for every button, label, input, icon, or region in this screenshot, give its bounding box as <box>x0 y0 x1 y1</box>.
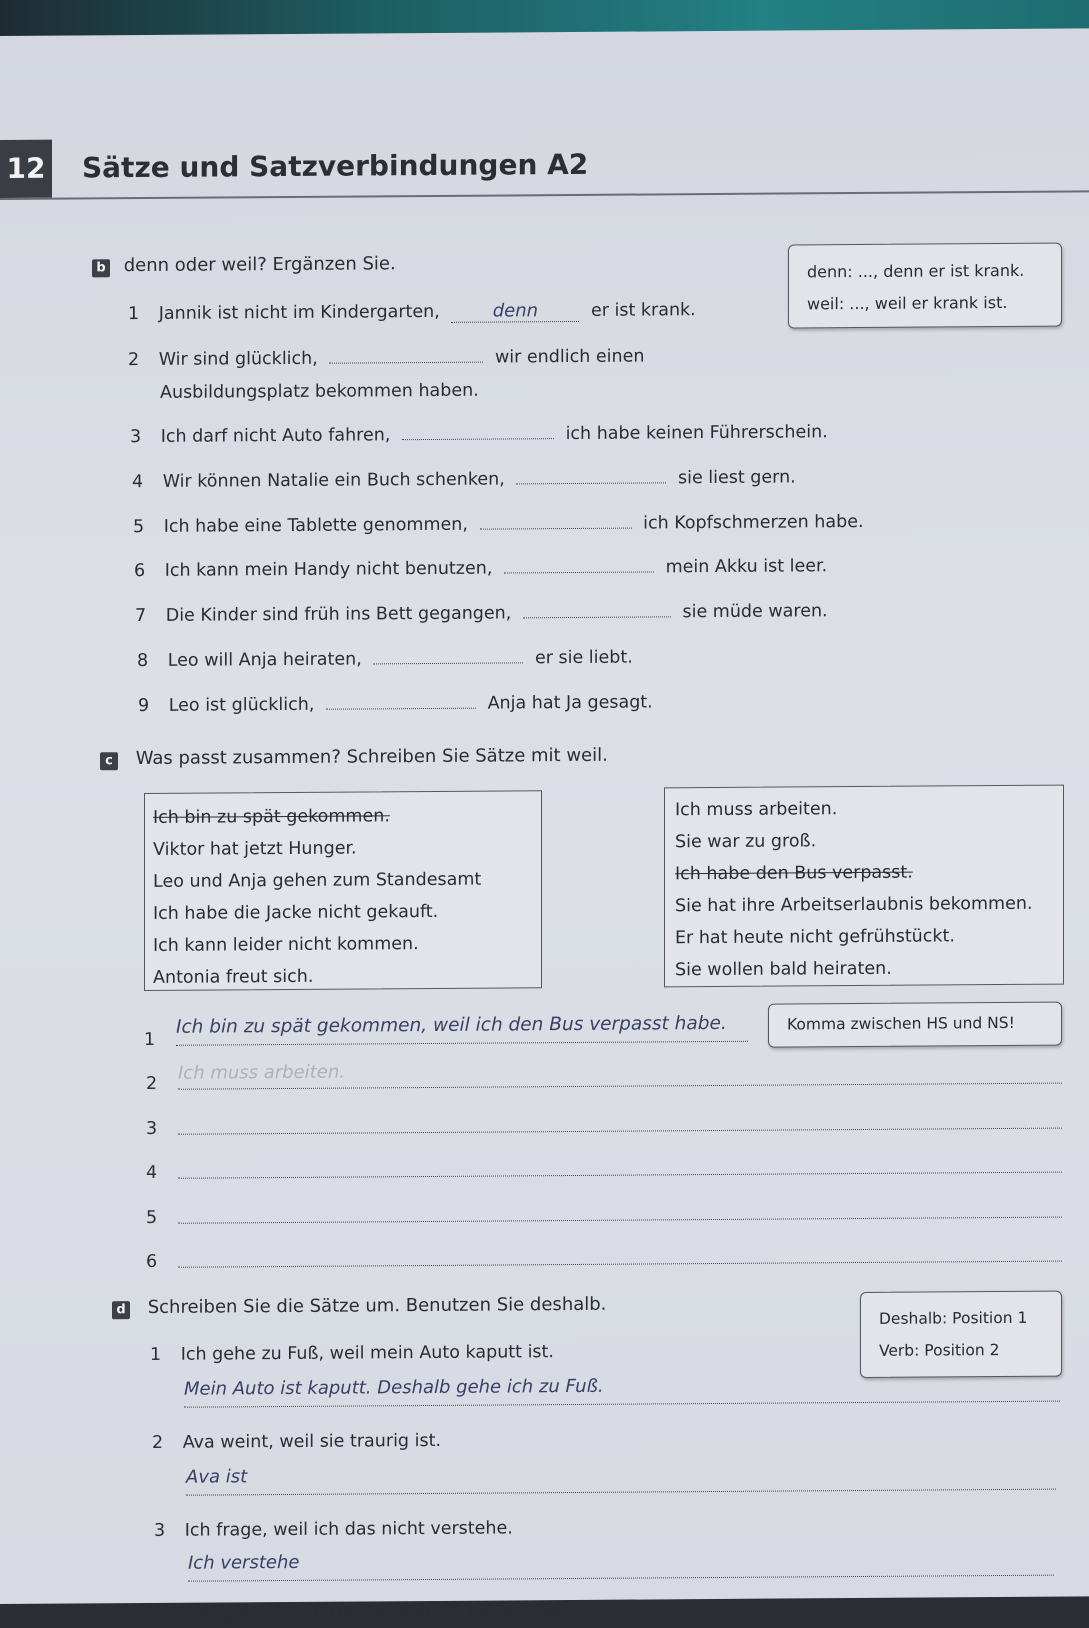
c-answer-num-4: 4 <box>146 1162 158 1183</box>
section-b-badge: b <box>92 259 110 277</box>
item-text-before: Die Kinder sind früh ins Bett gegangen, <box>165 603 512 626</box>
left-clause-5: Ich kann leider nicht kommen. <box>153 934 419 956</box>
item-number: 7 <box>135 605 147 627</box>
c-answer-line-2[interactable] <box>178 1057 1062 1090</box>
item-text-after: mein Akku ist leer. <box>665 556 828 578</box>
answer-blank[interactable] <box>326 707 476 710</box>
unit-title: Sätze und Satzverbindungen A2 <box>82 147 589 185</box>
c-answer-num-2: 2 <box>146 1073 158 1094</box>
answer-blank[interactable] <box>523 615 671 618</box>
c-answer-num-6: 6 <box>146 1251 158 1272</box>
c-right-box <box>664 785 1064 988</box>
worksheet-page <box>0 28 1089 1627</box>
item-text-after: er ist krank. <box>590 300 696 321</box>
b-item-2-continuation: Ausbildungsplatz bekommen haben. <box>160 380 479 403</box>
right-clause-3: Ich habe den Bus verpasst. <box>675 862 913 885</box>
item-text-before: Leo ist glücklich, <box>168 694 315 716</box>
section-c-instruction: Was passt zusammen? Schreiben Sie Sätze mit weil. <box>135 744 608 770</box>
c-answer-line-5[interactable] <box>178 1191 1062 1224</box>
item-text-after: er sie liebt. <box>534 647 633 669</box>
d-item-4 <box>156 1604 565 1627</box>
c-answer-line-3[interactable] <box>178 1102 1062 1135</box>
left-clause-2: Viktor hat jetzt Hunger. <box>153 838 357 860</box>
left-clause-6: Antonia freut sich. <box>153 966 314 988</box>
item-sentence: Wir gehen nach Hause, weil wir müde sind. <box>186 1604 566 1627</box>
item-text-after: sie liest gern. <box>677 467 796 489</box>
d-item-1 <box>150 1342 554 1365</box>
item-text-before: Jannik ist nicht im Kindergarten, <box>158 301 440 324</box>
d-item-2 <box>152 1431 441 1453</box>
item-number: 1 <box>150 1344 162 1365</box>
deshalb-info-box <box>860 1291 1062 1378</box>
d-answer-line-1[interactable] <box>184 1373 1060 1408</box>
d-answer-line-2[interactable] <box>186 1461 1056 1496</box>
b-item-9 <box>138 692 653 716</box>
unit-number: 12 <box>0 140 52 198</box>
item-text-before: Ich kann mein Handy nicht benutzen, <box>164 558 493 581</box>
right-clause-6: Sie wollen bald heiraten. <box>675 958 892 981</box>
item-sentence: Ich gehe zu Fuß, weil mein Auto kaputt ist. <box>180 1342 554 1365</box>
b-item-7 <box>135 601 828 626</box>
handwritten-answer: Ich verstehe <box>188 1551 300 1574</box>
b-item-5 <box>133 512 864 537</box>
item-text-after: ich habe keinen Führerschein. <box>565 422 828 445</box>
right-clause-1: Ich muss arbeiten. <box>675 799 838 821</box>
item-sentence: Ich frage, weil ich das nicht verstehe. <box>184 1518 513 1541</box>
item-text-before: Wir können Natalie ein Buch schenken, <box>162 469 505 492</box>
item-text-before: Wir sind glücklich, <box>158 348 318 370</box>
item-number: 8 <box>137 650 149 672</box>
answer-blank[interactable] <box>516 481 666 484</box>
item-text-before: Ich habe eine Tablette genommen, <box>163 514 468 537</box>
b-item-1 <box>128 299 696 325</box>
item-number: 1 <box>128 304 140 325</box>
title-divider <box>0 190 1089 200</box>
b-item-4 <box>132 467 796 492</box>
c-answer-num-1: 1 <box>144 1029 156 1050</box>
item-text-after: wir endlich einen <box>494 346 645 368</box>
answer-blank[interactable] <box>402 437 554 440</box>
answer-blank[interactable] <box>504 570 654 573</box>
section-d-heading <box>112 1294 606 1319</box>
handwritten-answer: Ich bin zu spät gekommen, weil ich den Bus verpasst habe. <box>176 1012 727 1038</box>
item-number: 2 <box>128 350 140 371</box>
handwritten-answer: Mein Auto ist kaputt. Deshalb gehe ich zu Fuß. <box>184 1375 604 1400</box>
item-text-after: Anja hat Ja gesagt. <box>487 692 653 714</box>
item-number: 3 <box>130 427 142 448</box>
c-left-box <box>144 790 542 991</box>
info-deshalb-line: Deshalb: Position 1 <box>879 1308 1028 1328</box>
c-answer-line-6[interactable] <box>178 1235 1062 1268</box>
faint-handwritten-answer: Ich muss arbeiten. <box>178 1061 345 1084</box>
info-verb-line: Verb: Position 2 <box>879 1341 1000 1360</box>
b-item-3 <box>130 422 828 447</box>
right-clause-4: Sie hat ihre Arbeitserlaubnis bekommen. <box>675 893 1033 917</box>
info-denn-line: denn: ..., denn er ist krank. <box>807 260 1025 282</box>
handwritten-answer: Ava ist <box>186 1466 248 1488</box>
item-number: 4 <box>156 1606 168 1627</box>
item-number: 9 <box>138 695 150 717</box>
left-clause-4: Ich habe die Jacke nicht gekauft. <box>153 901 439 924</box>
item-number: 4 <box>132 472 144 493</box>
item-text-after: ich Kopfschmerzen habe. <box>643 511 864 534</box>
answer-blank[interactable] <box>480 527 632 530</box>
item-text-before: Ich darf nicht Auto fahren, <box>160 425 391 447</box>
item-text-after: sie müde waren. <box>682 601 828 623</box>
c-answer-num-3: 3 <box>146 1118 158 1139</box>
left-clause-3: Leo und Anja gehen zum Standesamt <box>153 869 482 892</box>
denn-weil-info-box <box>788 243 1062 329</box>
right-clause-2: Sie war zu groß. <box>675 831 817 853</box>
answer-blank[interactable] <box>373 661 523 664</box>
answer-blank[interactable] <box>451 300 579 323</box>
d-answer-line-3[interactable] <box>188 1547 1054 1582</box>
item-sentence: Ava weint, weil sie traurig ist. <box>182 1430 442 1453</box>
c-answer-line-4[interactable] <box>178 1146 1062 1179</box>
c-answer-line-1[interactable] <box>176 1013 748 1046</box>
section-b-instruction: denn oder weil? Ergänzen Sie. <box>123 253 396 277</box>
right-clause-5: Er hat heute nicht gefrühstückt. <box>675 926 955 949</box>
section-d-instruction: Schreiben Sie die Sätze um. Benutzen Sie deshalb. <box>147 1293 607 1318</box>
comma-tip-text: Komma zwischen HS und NS! <box>787 1013 1015 1034</box>
item-text-before: Leo will Anja heiraten, <box>167 649 362 671</box>
item-number: 6 <box>134 560 146 582</box>
answer-blank[interactable] <box>329 361 483 364</box>
left-clause-1: Ich bin zu spät gekommen. <box>153 806 390 828</box>
item-number: 2 <box>152 1432 164 1453</box>
d-item-3 <box>154 1518 513 1541</box>
section-d-badge: d <box>112 1301 130 1319</box>
b-item-6 <box>134 556 827 581</box>
item-number: 3 <box>154 1520 166 1541</box>
handwritten-answer: denn <box>492 300 539 322</box>
c-answer-num-5: 5 <box>146 1207 158 1228</box>
section-c-heading <box>100 745 608 771</box>
b-item-8 <box>137 648 633 671</box>
section-c-badge: c <box>100 752 118 770</box>
info-weil-line: weil: ..., weil er krank ist. <box>807 292 1008 314</box>
comma-tip-box <box>768 1002 1062 1048</box>
item-number: 5 <box>133 516 145 538</box>
b-item-2 <box>128 347 644 371</box>
section-b-heading <box>92 253 396 277</box>
